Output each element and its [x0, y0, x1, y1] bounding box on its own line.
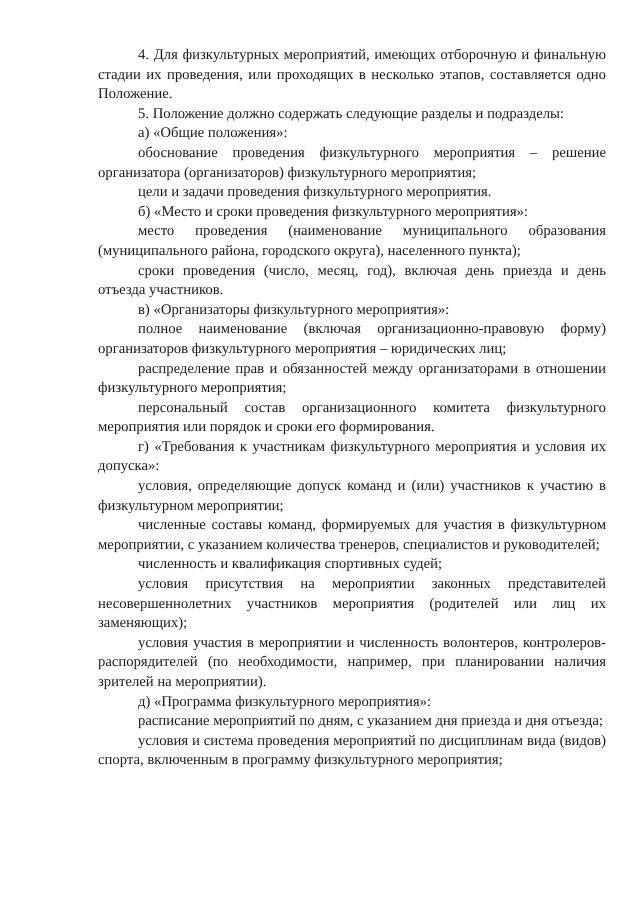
paragraph-d-schedule: расписание мероприятий по дням, с указанием дня приезда и дня отъезда;	[138, 713, 603, 730]
paragraph-g-admission: условия, определяющие допуск команд и (или) участников к участию в физкультурном мероприятии;	[98, 478, 606, 514]
paragraph-item-4: 4. Для физкультурных мероприятий, имеющих отборочную и финальную стадии их проведения, или проходящих в несколько этапов, составляется одно Положение.	[98, 47, 606, 103]
paragraph-v-full-name: полное наименование (включая организационно-правовую форму) организаторов физкультурного мероприятия – юридических лиц;	[98, 321, 606, 357]
subsection-g-heading: г) «Требования к участникам физкультурного мероприятия и условия их допуска»:	[98, 438, 606, 475]
subsection-a-heading: а) «Общие положения»:	[138, 125, 288, 142]
paragraph-g-team-size: численные составы команд, формируемых для участия в физкультурном мероприятии, с указанием количества тренеров, специалистов и руководителей;	[98, 517, 606, 553]
paragraph-g-volunteers: условия участия в мероприятии и численность волонтеров, контролеров-распорядителей (по необходимости, например, при планировании наличия зрителей на мероприятии).	[98, 634, 606, 690]
paragraph-d-system: условия и система проведения мероприятий по дисциплинам вида (видов) спорта, включенным в программу физкультурного мероприятия;	[98, 732, 606, 769]
paragraph-g-judges: численность и квалификация спортивных судей;	[138, 556, 443, 573]
paragraph-item-5: 5. Положение должно содержать следующие разделы и подразделы:	[138, 105, 564, 122]
paragraph-v-committee: персональный состав организационного комитета физкультурного мероприятия или порядок и сроки его формирования.	[98, 399, 606, 436]
subsection-b-heading: б) «Место и сроки проведения физкультурного мероприятия»:	[138, 203, 528, 220]
paragraph-a-justification: обоснование проведения физкультурного мероприятия – решение организатора (организаторов) физкультурного мероприятия;	[98, 144, 606, 181]
paragraph-v-rights: распределение прав и обязанностей между организаторами в отношении физкультурного мероприятия;	[98, 360, 606, 397]
paragraph-a-goals: цели и задачи проведения физкультурного мероприятия.	[138, 184, 492, 201]
paragraph-b-dates: сроки проведения (число, месяц, год), включая день приезда и день отъезда участников.	[98, 262, 606, 299]
subsection-d-heading: д) «Программа физкультурного мероприятия»:	[138, 693, 432, 710]
paragraph-b-place: место проведения (наименование муниципального образования (муниципального района, городского округа), населенного пункта);	[98, 223, 606, 259]
subsection-v-heading: в) «Организаторы физкультурного мероприятия»:	[138, 301, 450, 318]
document-page	[98, 46, 606, 771]
paragraph-g-representatives: условия присутствия на мероприятии законных представителей несовершеннолетних участников мероприятия (родителей или лиц их заменяющих);	[98, 576, 606, 632]
